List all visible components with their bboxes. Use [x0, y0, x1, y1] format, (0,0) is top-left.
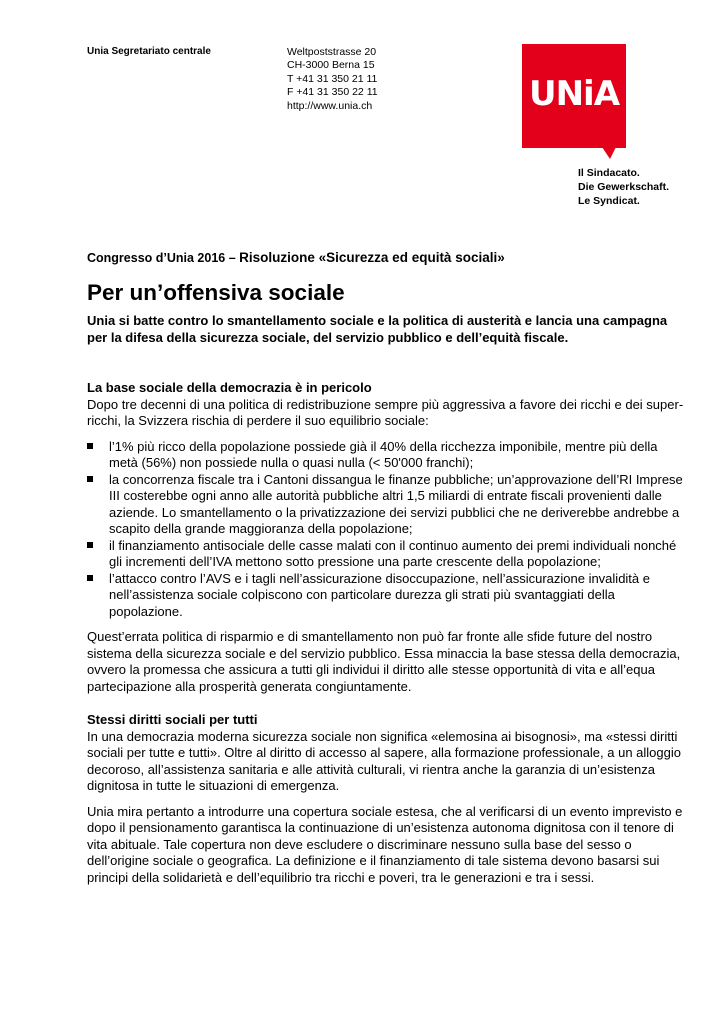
- address-phone: T +41 31 350 21 11: [287, 72, 378, 85]
- bullet-icon: [87, 443, 93, 449]
- bullet-icon: [87, 575, 93, 581]
- bullet-icon: [87, 542, 93, 548]
- bullet-item: [87, 472, 687, 538]
- page-title: Per un’offensiva sociale: [87, 280, 345, 305]
- section-heading: La base sociale della democrazia è in pericolo: [87, 380, 372, 395]
- bullet-list: [87, 439, 687, 621]
- slogan-line-it: Il Sindacato.: [578, 167, 640, 179]
- address-city: CH-3000 Berna 15: [287, 59, 375, 72]
- bullet-text: il finanziamento antisociale delle casse malati con il continuo aumento dei premi individuali nonché gli incrementi dell’IVA mettono sotto pressione una parte crescente della popolazione;: [109, 537, 677, 569]
- bullet-text: l’attacco contro l’AVS e i tagli nell’assicurazione disoccupazione, nell’assicurazione invalidità e nell’assistenza sociale colpiscono con particolare durezza gli strati più svantaggiati della popolazione.: [109, 570, 650, 619]
- bullet-text: la concorrenza fiscale tra i Cantoni dissangua le finanze pubbliche; un’approvazione dell’RI Imprese III costerebbe ogni anno alle autorità pubbliche altri 1,5 miliardi di entrate fiscali provenienti dalle aziende. Lo smantellamento o la privatizzazione dei servizi pubblici che ne deriverebbe andrebbe a scapito della grande maggioranza della popolazione;: [109, 471, 683, 536]
- logo-speech-tail: [602, 147, 616, 159]
- address-fax: F +41 31 350 22 11: [287, 86, 378, 99]
- body-paragraph: In una democrazia moderna sicurezza sociale non significa «elemosina ai bisognosi», ma «stessi diritti sociali per tutte e tutti». Oltre al diritto di accesso al sapere, alla formazione professionale, a un alloggio decoroso, all’assistenza sanitaria e alle attività culturali, vi rientra anche la garanzia di un’esistenza dignitosa in tutte le situazioni di emergenza.: [87, 728, 681, 793]
- document-body: [87, 380, 687, 895]
- congress-title: Risoluzione «Sicurezza ed equità sociali»: [239, 250, 505, 265]
- address-street: Weltpoststrasse 20: [287, 46, 377, 58]
- body-paragraph: Quest’errata politica di risparmio e di smantellamento non può far fronte alle sfide future del nostro sistema della sicurezza sociale e del servizio pubblico. Essa minaccia la base stessa della democrazia, ovvero la promessa che assicura a tutti gli individui il diritto alle stesse opportunità di vita e all’equa partecipazione alla prosperità generata congiuntamente.: [87, 629, 681, 694]
- slogan-line-fr: Le Syndicat.: [578, 195, 640, 207]
- address-block: [287, 46, 378, 113]
- section-intro: Dopo tre decenni di una politica di redistribuzione sempre più aggressiva a favore dei ricchi e dei super-ricchi, la Svizzera rischia di perdere il suo equilibrio sociale:: [87, 396, 684, 428]
- logo-text: UNiA: [528, 74, 620, 114]
- slogan: [578, 166, 669, 208]
- congress-heading: [87, 250, 505, 265]
- organization-name: Unia Segretariato centrale: [87, 46, 211, 57]
- body-paragraph: Unia mira pertanto a introdurre una copertura sociale estesa, che al verificarsi di un evento imprevisto e dopo il pensionamento garantisca la continuazione di un’esistenza autonoma dignitosa con il tenore di vita abituale. Tale copertura non deve escludere o discriminare nessuno sulla base del sesso o dell’origine sociale o geografica. La definizione e il finanziamento di tale sistema devono basarsi sui principi della solidarietà e dell’equilibrio tra ricchi e poveri, tra le generazioni e tra i sessi.: [87, 803, 683, 885]
- unia-logo: [522, 44, 626, 148]
- address-website: http://www.unia.ch: [287, 99, 373, 112]
- bullet-item: [87, 538, 687, 571]
- slogan-line-de: Die Gewerkschaft.: [578, 181, 670, 193]
- section-heading: Stessi diritti sociali per tutti: [87, 712, 258, 727]
- bullet-text: l’1% più ricco della popolazione possiede già il 40% della ricchezza imponibile, mentre più della metà (56%) non possiede nulla o quasi nulla (< 50'000 franchi);: [109, 438, 658, 470]
- bullet-item: [87, 571, 687, 621]
- bullet-icon: [87, 476, 93, 482]
- lead-paragraph: Unia si batte contro lo smantellamento sociale e la politica di austerità e lancia una campagna per la difesa della sicurezza sociale, del servizio pubblico e dell’equità fiscale.: [87, 313, 668, 345]
- bullet-item: [87, 439, 687, 472]
- congress-prefix: Congresso d’Unia 2016 –: [87, 251, 240, 265]
